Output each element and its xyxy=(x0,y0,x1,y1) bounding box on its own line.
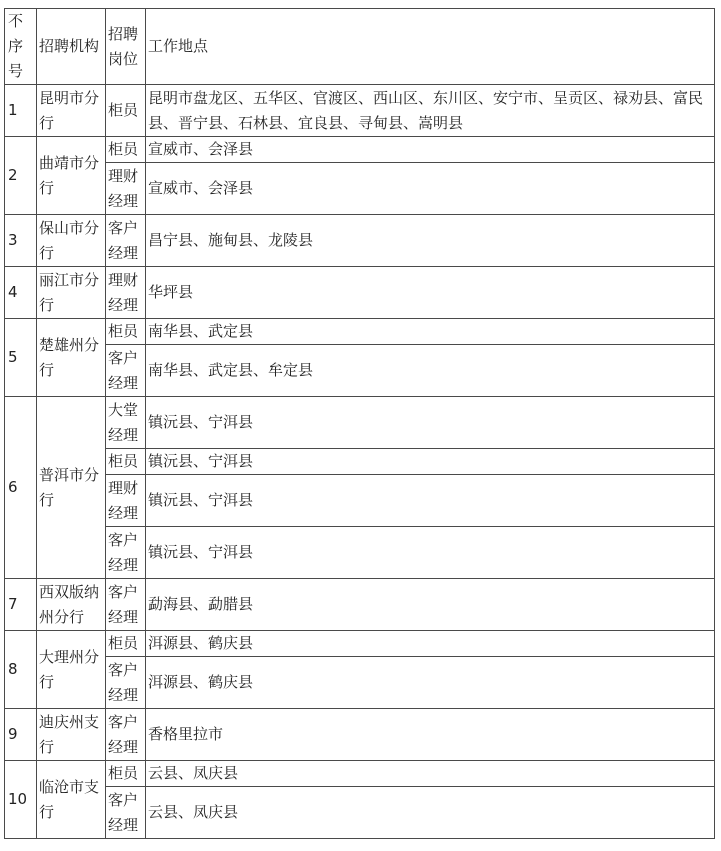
table-row xyxy=(5,579,715,631)
cell-org: 迪庆州支行 xyxy=(37,709,106,761)
table-row xyxy=(5,631,715,657)
table-row xyxy=(5,527,715,579)
table-row xyxy=(5,787,715,839)
cell-post: 理财经理 xyxy=(106,475,146,527)
header-location: 工作地点 xyxy=(146,9,715,85)
cell-location: 镇沅县、宁洱县 xyxy=(146,475,715,527)
cell-org: 丽江市分行 xyxy=(37,267,106,319)
cell-post: 客户经理 xyxy=(106,787,146,839)
table-row xyxy=(5,475,715,527)
cell-number: 10 xyxy=(5,761,37,839)
header-post: 招聘岗位 xyxy=(106,9,146,85)
cell-number: 4 xyxy=(5,267,37,319)
cell-post: 客户经理 xyxy=(106,579,146,631)
cell-org: 曲靖市分行 xyxy=(37,137,106,215)
cell-post: 柜员 xyxy=(106,631,146,657)
cell-org: 西双版纳州分行 xyxy=(37,579,106,631)
cell-org: 保山市分行 xyxy=(37,215,106,267)
cell-location: 洱源县、鹤庆县 xyxy=(146,657,715,709)
cell-location: 镇沅县、宁洱县 xyxy=(146,397,715,449)
header-number: 不序号 xyxy=(5,9,37,85)
cell-post: 客户经理 xyxy=(106,527,146,579)
cell-post: 客户经理 xyxy=(106,345,146,397)
cell-number: 6 xyxy=(5,397,37,579)
cell-org: 楚雄州分行 xyxy=(37,319,106,397)
cell-post: 柜员 xyxy=(106,319,146,345)
cell-location: 昌宁县、施甸县、龙陵县 xyxy=(146,215,715,267)
cell-number: 2 xyxy=(5,137,37,215)
header-org: 招聘机构 xyxy=(37,9,106,85)
table-row xyxy=(5,163,715,215)
table-row xyxy=(5,215,715,267)
cell-number: 1 xyxy=(5,85,37,137)
table-row xyxy=(5,449,715,475)
table-row xyxy=(5,709,715,761)
cell-post: 客户经理 xyxy=(106,709,146,761)
table-body xyxy=(5,9,715,839)
cell-post: 柜员 xyxy=(106,137,146,163)
cell-location: 镇沅县、宁洱县 xyxy=(146,449,715,475)
cell-number: 8 xyxy=(5,631,37,709)
cell-location: 云县、凤庆县 xyxy=(146,761,715,787)
table-row xyxy=(5,267,715,319)
recruitment-table xyxy=(4,8,715,839)
cell-org: 普洱市分行 xyxy=(37,397,106,579)
cell-post: 柜员 xyxy=(106,761,146,787)
cell-post: 理财经理 xyxy=(106,163,146,215)
table-row xyxy=(5,319,715,345)
table-row xyxy=(5,397,715,449)
cell-location: 洱源县、鹤庆县 xyxy=(146,631,715,657)
cell-location: 香格里拉市 xyxy=(146,709,715,761)
cell-post: 柜员 xyxy=(106,449,146,475)
cell-post: 柜员 xyxy=(106,85,146,137)
cell-number: 7 xyxy=(5,579,37,631)
cell-number: 9 xyxy=(5,709,37,761)
cell-location: 云县、凤庆县 xyxy=(146,787,715,839)
cell-location: 镇沅县、宁洱县 xyxy=(146,527,715,579)
cell-location: 南华县、武定县、牟定县 xyxy=(146,345,715,397)
cell-location: 宣威市、会泽县 xyxy=(146,163,715,215)
cell-location: 宣威市、会泽县 xyxy=(146,137,715,163)
cell-number: 5 xyxy=(5,319,37,397)
cell-location: 南华县、武定县 xyxy=(146,319,715,345)
cell-post: 客户经理 xyxy=(106,657,146,709)
cell-number: 3 xyxy=(5,215,37,267)
table-row xyxy=(5,657,715,709)
cell-org: 大理州分行 xyxy=(37,631,106,709)
table-row xyxy=(5,761,715,787)
cell-post: 理财经理 xyxy=(106,267,146,319)
cell-org: 临沧市支行 xyxy=(37,761,106,839)
cell-post: 客户经理 xyxy=(106,215,146,267)
table-row xyxy=(5,85,715,137)
cell-location: 华坪县 xyxy=(146,267,715,319)
cell-location: 勐海县、勐腊县 xyxy=(146,579,715,631)
cell-org: 昆明市分行 xyxy=(37,85,106,137)
table-row xyxy=(5,345,715,397)
header-row xyxy=(5,9,715,85)
cell-location: 昆明市盘龙区、五华区、官渡区、西山区、东川区、安宁市、呈贡区、禄劝县、富民县、晋宁县、石林县、宜良县、寻甸县、嵩明县 xyxy=(146,85,715,137)
table-row xyxy=(5,137,715,163)
cell-post: 大堂经理 xyxy=(106,397,146,449)
